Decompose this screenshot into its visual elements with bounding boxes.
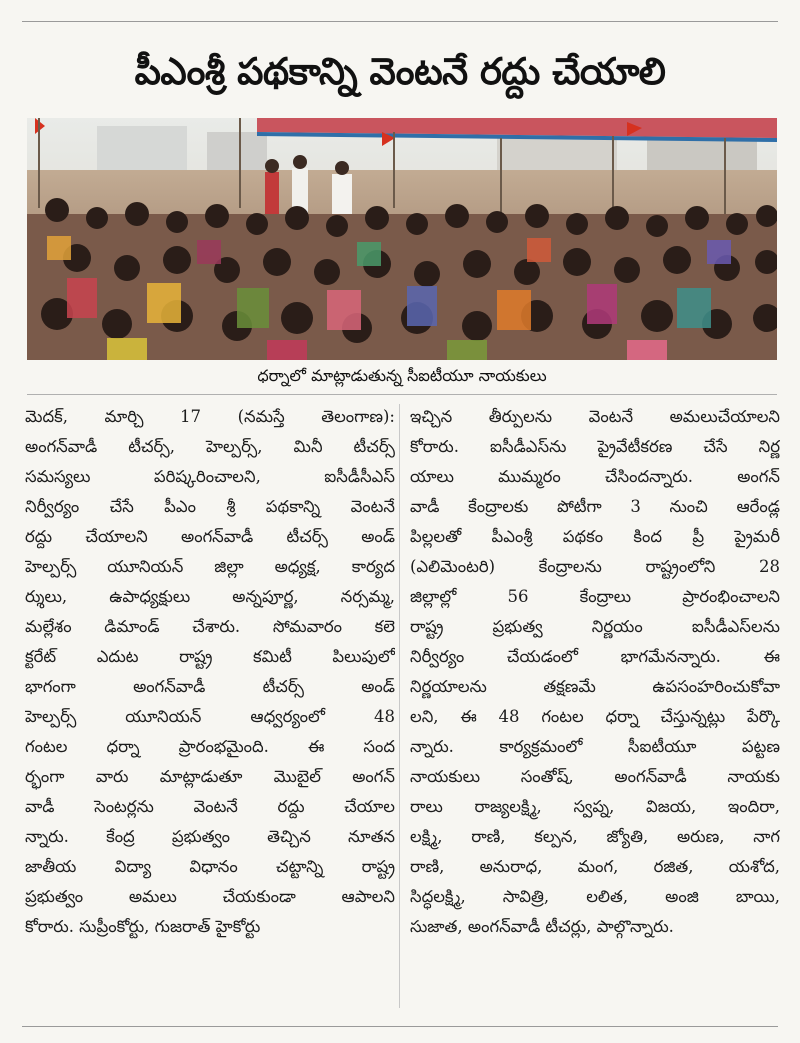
body-line: కోరారు. సుప్రీంకోర్టు, గుజరాత్ హైకోర్టు xyxy=(25,917,261,936)
body-line: నిర్వీర్యం చేయడంలో భాగమేనన్నారు. ఈ xyxy=(410,647,780,666)
body-line: (ఎలిమెంటరి) కేంద్రాలను రాష్ట్రంలోని 28 xyxy=(410,557,780,576)
body-line: రాష్ట్ర ప్రభుత్వ నిర్ణయం ఐసీడీఎస్‌లను xyxy=(410,617,780,636)
body-line: న్నారు. కేంద్ర ప్రభుత్వం తెచ్చిన నూతన xyxy=(25,827,395,846)
body-line: రాలు రాజ్యలక్ష్మి, స్వప్న, విజయ, ఇందిరా, xyxy=(410,797,780,816)
body-line: ర్భంగా వారు మాట్లాడుతూ మొబైల్ అంగన్ xyxy=(25,767,395,786)
body-line: పిల్లలతో పీఎంశ్రీ పథకం కింద ప్రీ ప్రైమరీ xyxy=(410,527,780,546)
photo-caption: ధర్నాలో మాట్లాడుతున్న సీఐటీయూ నాయకులు xyxy=(257,366,547,385)
body-line: న్నారు. కార్యక్రమంలో సీఐటీయూ పట్టణ xyxy=(410,737,780,756)
body-line: హెల్పర్స్ యూనియన్ జిల్లా అధ్యక్ష, కార్యద xyxy=(25,557,395,576)
body-line: లని, ఈ 48 గంటల ధర్నా చేస్తున్నట్లు పేర్కొ xyxy=(410,707,780,726)
body-line: కోరారు. ఐసీడీఎస్‌ను ప్రైవేటీకరణ చేసే నిర్ణ xyxy=(410,437,780,456)
column-divider xyxy=(399,404,400,1008)
article-body-right-column xyxy=(410,402,780,1012)
body-line: క్టరేట్ ఎదుట రాష్ట్ర కమిటీ పిలుపులో xyxy=(25,647,395,666)
article-headline: పీఎంశ్రీ పథకాన్ని వెంటనే రద్దు చేయాలి xyxy=(134,50,666,93)
caption-divider xyxy=(27,394,777,395)
body-line: నాయకులు సంతోష్, అంగన్‌వాడీ నాయకు xyxy=(410,767,780,786)
body-line: హెల్పర్స్ యూనియన్ ఆధ్వర్యంలో 48 xyxy=(25,707,395,726)
bottom-divider xyxy=(22,1026,778,1027)
crowd-protest-photo xyxy=(27,118,777,360)
body-line: సమస్యలు పరిష్కరించాలని, ఐసీడీసీఎస్ xyxy=(25,467,395,486)
body-line: యాలు ముమ్మరం చేసిందన్నారు. అంగన్ xyxy=(410,467,780,486)
body-line: మల్లేశం డిమాండ్ చేశారు. సోమవారం కలె xyxy=(25,617,395,636)
body-line: నిర్వీర్యం చేసే పీఎం శ్రీ పథకాన్ని వెంటనే xyxy=(25,497,395,516)
body-line: ర్శులు, ఉపాధ్యక్షులు అన్నపూర్ణ, నర్సమ్మ, xyxy=(25,587,395,606)
body-line: ప్రభుత్వం అమలు చేయకుండా ఆపాలని xyxy=(25,887,395,906)
body-line: జిల్లాల్లో 56 కేంద్రాలు ప్రారంభించాలని xyxy=(410,587,780,606)
previous-article-cutoff xyxy=(0,0,800,20)
body-line: సిద్ధలక్ష్మి, సావిత్రి, లలిత, అంజి బాయి, xyxy=(410,887,780,906)
body-line: నిర్ణయాలను తక్షణమే ఉపసంహరించుకోవా xyxy=(410,677,780,696)
body-line: ఇచ్చిన తీర్పులను వెంటనే అమలుచేయాలని xyxy=(410,407,780,426)
body-line: సుజాత, అంగన్‌వాడీ టీచర్లు, పాల్గొన్నారు. xyxy=(410,917,674,936)
article-body-left-column xyxy=(25,402,395,1012)
body-line: అంగన్‌వాడీ టీచర్స్, హెల్పర్స్, మినీ టీచర్స్ xyxy=(25,437,395,456)
body-line: భాగంగా అంగన్‌వాడీ టీచర్స్ అండ్ xyxy=(25,677,395,696)
body-line: రాణి, అనురాధ, మంగ, రజిత, యశోద, xyxy=(410,857,780,876)
body-line: జాతీయ విద్యా విధానం చట్టాన్ని రాష్ట్ర xyxy=(25,857,395,876)
body-line: లక్ష్మి, రాణి, కల్పన, జ్యోతి, అరుణ, నాగ xyxy=(410,827,780,846)
top-divider xyxy=(22,21,778,22)
cutoff-text xyxy=(20,0,24,7)
body-line: రద్దు చేయాలని అంగన్‌వాడీ టీచర్స్ అండ్ xyxy=(25,527,395,546)
body-line: గంటల ధర్నా ప్రారంభమైంది. ఈ సంద xyxy=(25,737,395,756)
body-line: వాడీ సెంటర్లను వెంటనే రద్దు చేయాల xyxy=(25,797,395,816)
body-line: వాడీ కేంద్రాలకు పోటీగా 3 నుంచి ఆరేండ్ల xyxy=(410,497,780,516)
body-line: మెదక్, మార్చి 17 (నమస్తే తెలంగాణ): xyxy=(25,407,395,426)
